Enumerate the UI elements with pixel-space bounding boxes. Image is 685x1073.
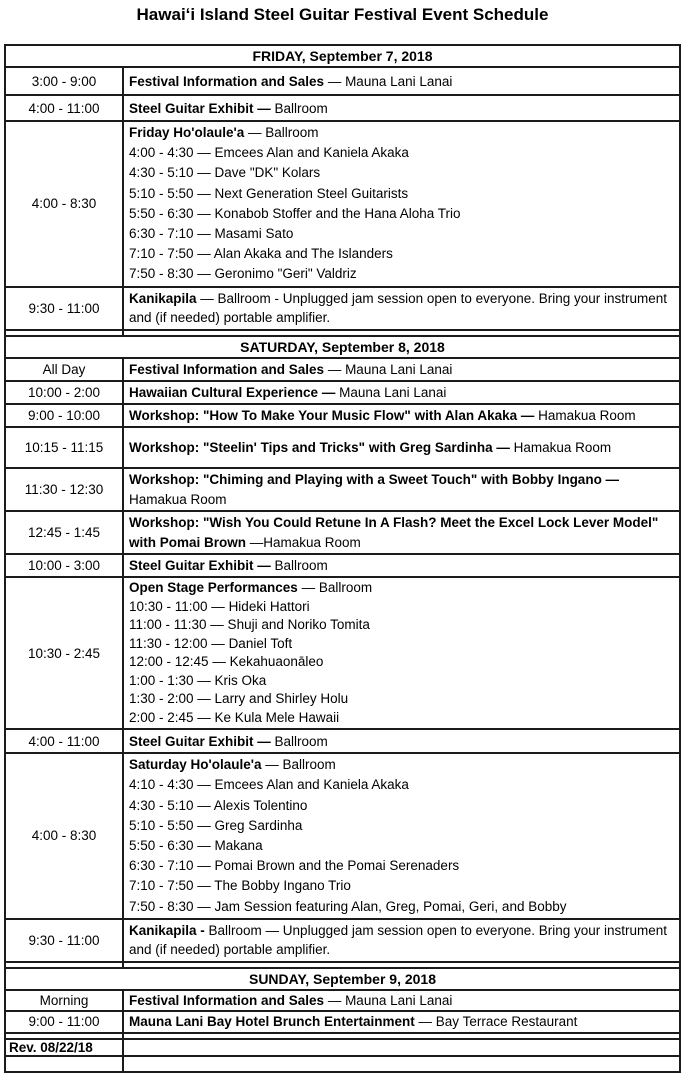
event-time: Morning xyxy=(5,990,123,1011)
event-detail: Hamakua Room xyxy=(534,407,636,423)
event-title: Kanikapila - xyxy=(129,922,205,938)
schedule-subline: 12:00 - 12:45 — Kekahuaonāleo xyxy=(129,654,324,670)
section-header-sunday xyxy=(5,968,680,990)
schedule-subline: 11:00 - 11:30 — Shuji and Noriko Tomita xyxy=(129,617,370,633)
event-detail: Mauna Lani Lanai xyxy=(335,384,447,400)
table-row xyxy=(5,95,680,121)
event-time: 10:30 - 2:45 xyxy=(5,577,123,729)
table-row xyxy=(5,753,680,919)
schedule-subline: 5:10 - 5:50 — Next Generation Steel Guitarists xyxy=(129,185,409,201)
schedule-subline: 11:30 - 12:00 — Daniel Toft xyxy=(129,635,293,651)
event-time: 12:45 - 1:45 xyxy=(5,511,123,554)
event-time: 9:00 - 11:00 xyxy=(5,1011,123,1033)
event-detail: — Mauna Lani Lanai xyxy=(324,992,453,1008)
event-detail: — Mauna Lani Lanai xyxy=(324,73,453,89)
event-title: Steel Guitar Exhibit — xyxy=(129,733,271,749)
schedule-subline: 7:50 - 8:30 — Jam Session featuring Alan, Greg, Pomai, Geri, and Bobby xyxy=(129,898,567,914)
schedule-subline: 6:30 - 7:10 — Masami Sato xyxy=(129,226,294,242)
schedule-subline: 5:10 - 5:50 — Greg Sardinha xyxy=(129,817,303,833)
event-time: 9:00 - 10:00 xyxy=(5,404,123,428)
table-row xyxy=(5,511,680,554)
section-header-label: SATURDAY, September 8, 2018 xyxy=(5,336,680,358)
event-time: 10:00 - 2:00 xyxy=(5,381,123,404)
table-row xyxy=(5,729,680,753)
event-detail: Ballroom xyxy=(270,100,328,116)
table-row xyxy=(5,121,680,287)
event-title: Workshop: "Chiming and Playing with a Sweet Touch" with Bobby Ingano — xyxy=(129,472,620,488)
section-header-saturday xyxy=(5,336,680,358)
section-header-label: SUNDAY, September 9, 2018 xyxy=(5,968,680,990)
event-time: 10:00 - 3:00 xyxy=(5,554,123,577)
event-title: Workshop: "How To Make Your Music Flow" with Alan Akaka — xyxy=(129,407,535,423)
event-time: 4:00 - 11:00 xyxy=(5,729,123,753)
schedule-subline: 7:10 - 7:50 — Alan Akaka and The Islanders xyxy=(129,246,393,262)
event-detail: — Mauna Lani Lanai xyxy=(324,361,453,377)
event-time: 9:30 - 11:00 xyxy=(5,919,123,962)
page-title: Hawaiʻi Island Steel Guitar Festival Event Schedule xyxy=(136,5,549,24)
event-title: Kanikapila xyxy=(129,290,197,306)
table-row xyxy=(5,381,680,404)
schedule-subline: 1:00 - 1:30 — Kris Oka xyxy=(129,672,267,688)
table-row xyxy=(5,67,680,95)
event-time: 4:00 - 8:30 xyxy=(5,753,123,919)
event-detail: Hamakua Room xyxy=(509,440,612,456)
event-title: Festival Information and Sales xyxy=(129,361,325,377)
event-title: Open Stage Performances xyxy=(129,580,298,596)
section-header-friday xyxy=(5,45,680,67)
event-time: 11:30 - 12:30 xyxy=(5,468,123,511)
event-title: Mauna Lani Bay Hotel Brunch Entertainment xyxy=(129,1014,415,1030)
event-detail: — Ballroom xyxy=(261,757,336,773)
revision-label: Rev. 08/22/18 xyxy=(5,1039,123,1056)
section-header-label: FRIDAY, September 7, 2018 xyxy=(5,45,680,67)
event-schedule-table xyxy=(4,44,681,1073)
event-title: Saturday Ho'olaule'a xyxy=(129,757,262,773)
event-time: All Day xyxy=(5,358,123,381)
schedule-subline: 4:30 - 5:10 — Dave "DK" Kolars xyxy=(129,165,321,181)
event-time: 4:00 - 8:30 xyxy=(5,121,123,287)
table-row xyxy=(5,287,680,330)
schedule-subline: 4:00 - 4:30 — Emcees Alan and Kaniela Akaka xyxy=(129,145,409,161)
table-row xyxy=(5,468,680,511)
schedule-subline: 10:30 - 11:00 — Hideki Hattori xyxy=(129,598,310,614)
event-title: Steel Guitar Exhibit — xyxy=(129,558,271,574)
event-detail: — Ballroom - Unplugged jam session open to everyone. Bring your instrument and (if needed) portable amplifier. xyxy=(129,290,668,326)
schedule-subline: 4:30 - 5:10 — Alexis Tolentino xyxy=(129,797,308,813)
event-detail: Ballroom xyxy=(270,558,328,574)
event-detail: — Ballroom xyxy=(244,125,319,140)
table-row xyxy=(5,427,680,468)
event-title: Workshop: "Wish You Could Retune In A Flash? Meet the Excel Lock Lever Model" with Pomai Brown xyxy=(129,515,659,550)
schedule-subline: 4:10 - 4:30 — Emcees Alan and Kaniela Akaka xyxy=(129,777,409,793)
event-title: Festival Information and Sales xyxy=(129,992,325,1008)
event-title: Workshop: "Steelin' Tips and Tricks" with Greg Sardinha — xyxy=(129,440,510,456)
schedule-subline: 5:50 - 6:30 — Konabob Stoffer and the Hana Aloha Trio xyxy=(129,205,461,221)
table-row xyxy=(5,577,680,729)
event-detail: Hamakua Room xyxy=(129,491,227,507)
event-title: Festival Information and Sales xyxy=(129,73,325,89)
event-time: 4:00 - 11:00 xyxy=(5,95,123,121)
event-title: Friday Ho'olaule'a xyxy=(129,125,245,140)
event-detail: Ballroom — Unplugged jam session open to everyone. Bring your instrument and (if needed) portable amplifier. xyxy=(129,922,668,958)
table-row xyxy=(5,919,680,962)
event-detail: —Hamakua Room xyxy=(246,534,361,550)
table-row xyxy=(5,1011,680,1033)
table-row xyxy=(5,358,680,381)
schedule-subline: 2:00 - 2:45 — Ke Kula Mele Hawaii xyxy=(129,709,340,725)
schedule-subline: 5:50 - 6:30 — Makana xyxy=(129,837,263,853)
schedule-subline: 7:10 - 7:50 — The Bobby Ingano Trio xyxy=(129,878,351,894)
event-title: Steel Guitar Exhibit — xyxy=(129,100,271,116)
table-row xyxy=(5,404,680,428)
table-row xyxy=(5,554,680,577)
bottom-stub-row xyxy=(5,1056,680,1072)
event-detail: Ballroom xyxy=(270,733,328,749)
event-detail: — Ballroom xyxy=(297,580,373,596)
event-time: 10:15 - 11:15 xyxy=(5,427,123,468)
revision-row xyxy=(5,1039,680,1056)
event-time: 3:00 - 9:00 xyxy=(5,67,123,95)
schedule-subline: 6:30 - 7:10 — Pomai Brown and the Pomai Serenaders xyxy=(129,858,460,874)
event-title: Hawaiian Cultural Experience — xyxy=(129,384,336,400)
schedule-subline: 1:30 - 2:00 — Larry and Shirley Holu xyxy=(129,691,349,707)
event-time: 9:30 - 11:00 xyxy=(5,287,123,330)
schedule-subline: 7:50 - 8:30 — Geronimo "Geri" Valdriz xyxy=(129,266,357,282)
event-detail: — Bay Terrace Restaurant xyxy=(414,1014,578,1030)
table-row xyxy=(5,990,680,1011)
